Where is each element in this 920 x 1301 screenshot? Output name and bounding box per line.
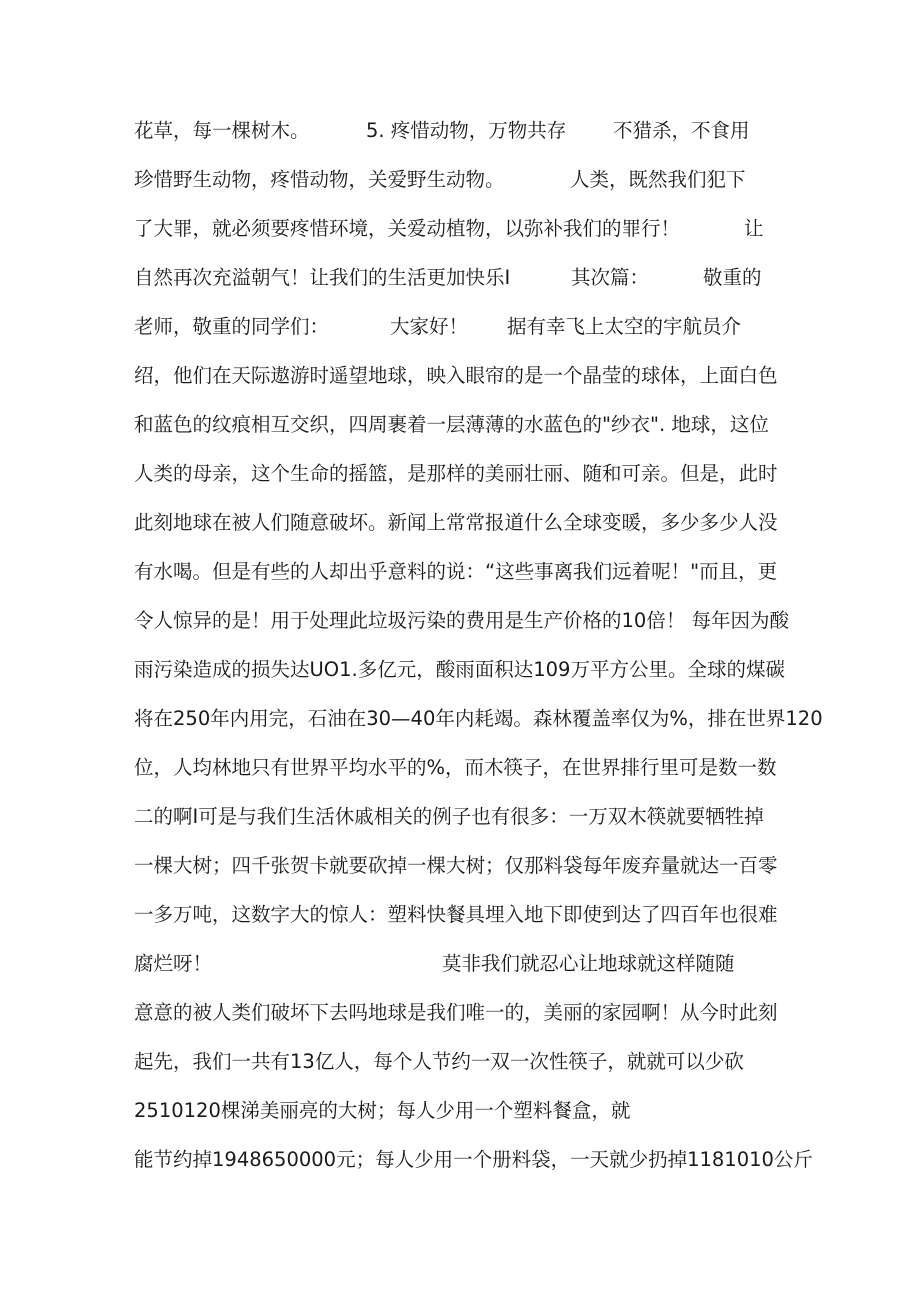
text-segment: 绍，他们在天际遨游时遥望地球，映入眼帘的是一个晶莹的球体，上面白色	[134, 364, 778, 387]
text-segment: 一多万吨，这数字大的惊人：塑料快餐具埋入地下即使到达了四百年也很难	[134, 903, 778, 926]
text-segment: 能节约掉1948650000元；每人少用一个册料袋，一天就少扔掉1181010公斤	[134, 1148, 813, 1171]
text-line	[0, 653, 785, 687]
text-line	[0, 310, 742, 344]
text-segment: 2510120棵涕美丽亮的大树；每人少用一个塑料餐盒，就	[134, 1099, 631, 1122]
text-line	[0, 800, 764, 834]
text-segment: 将在250年内用完，石油在30—40年内耗竭。森林覆盖率仅为%，排在世界120	[134, 707, 823, 730]
text-segment: 令人惊异的是！用于处理此垃圾污染的费用是生产价格的10倍！ 每年因为酸	[134, 609, 790, 632]
text-segment: 珍惜野生动物，疼惜动物，关爱野生动物。	[134, 168, 505, 191]
text-segment: 此刻地球在被人们随意破坏。新闻上常常报道什么全球变暖，多少多少人没	[134, 511, 778, 534]
text-line	[0, 359, 778, 393]
text-line	[0, 408, 769, 442]
text-segment: 起先，我们一共有13亿人，每个人节约一双一次性筷子，就就可以少砍	[134, 1050, 744, 1073]
text-segment: 据有幸飞上太空的宇航员介	[507, 315, 742, 338]
text-segment: 其次篇：	[571, 266, 650, 289]
text-line	[0, 947, 735, 981]
text-line	[0, 1143, 813, 1177]
text-line	[0, 1045, 744, 1079]
text-segment: 让	[744, 217, 764, 240]
text-line	[0, 898, 778, 932]
text-segment: 有水喝。但是有些的人却出乎意料的说：“这些事离我们远着呢！"而且，更	[134, 560, 778, 583]
text-segment: 意意的被人类们破坏下去吗地球是我们唯一的，美丽的家园啊！从今时此刻	[134, 1001, 778, 1024]
text-line	[0, 751, 777, 785]
text-line	[0, 604, 790, 638]
text-segment: 腐烂呀！	[134, 952, 213, 975]
text-line	[0, 114, 750, 148]
text-segment: 自然再次充溢朝气！让我们的生活更加快乐I	[134, 266, 511, 289]
text-segment: 5. 疼惜动物，万物共存	[366, 119, 567, 142]
text-segment: 不猎杀，不食用	[613, 119, 750, 142]
text-segment: 大家好！	[390, 315, 469, 338]
text-segment: 了大罪，就必须要疼惜环境，关爱动植物，以弥补我们的罪行！	[134, 217, 681, 240]
text-segment: 和蓝色的纹痕相互交织，四周裹着一层薄薄的水蓝色的"纱衣". 地球，这位	[134, 413, 769, 436]
text-segment: 敬重的	[703, 266, 762, 289]
text-line	[0, 457, 778, 491]
text-line	[0, 506, 778, 540]
text-line	[0, 849, 778, 883]
text-segment: 位，人均林地只有世界平均水平的%，而木筷子，在世界排行里可是数一数	[134, 756, 777, 779]
text-segment: 人类，既然我们犯下	[570, 168, 746, 191]
text-line	[0, 261, 762, 295]
text-segment: 莫非我们就忍心让地球就这样随随	[442, 952, 735, 975]
text-line	[0, 212, 764, 246]
text-segment: 一棵大树；四千张贺卡就要砍掉一棵大树；仅那料袋每年废弃量就达一百零	[134, 854, 778, 877]
text-line	[0, 996, 778, 1030]
text-line	[0, 1094, 631, 1128]
text-segment: 老师，敬重的同学们：	[134, 315, 330, 338]
text-line	[0, 555, 778, 589]
text-segment: 花草，每一棵树木。	[134, 119, 310, 142]
text-segment: 雨污染造成的损失达UO1.多亿元，酸雨面积达109万平方公里。全球的煤碳	[134, 658, 785, 681]
text-segment: 人类的母亲，这个生命的摇篮，是那样的美丽壮丽、随和可亲。但是，此时	[134, 462, 778, 485]
text-line	[0, 702, 823, 736]
text-line	[0, 163, 746, 197]
text-segment: 二的啊I可是与我们生活休戚相关的例子也有很多：一万双木筷就要牺牲掉	[134, 805, 764, 828]
